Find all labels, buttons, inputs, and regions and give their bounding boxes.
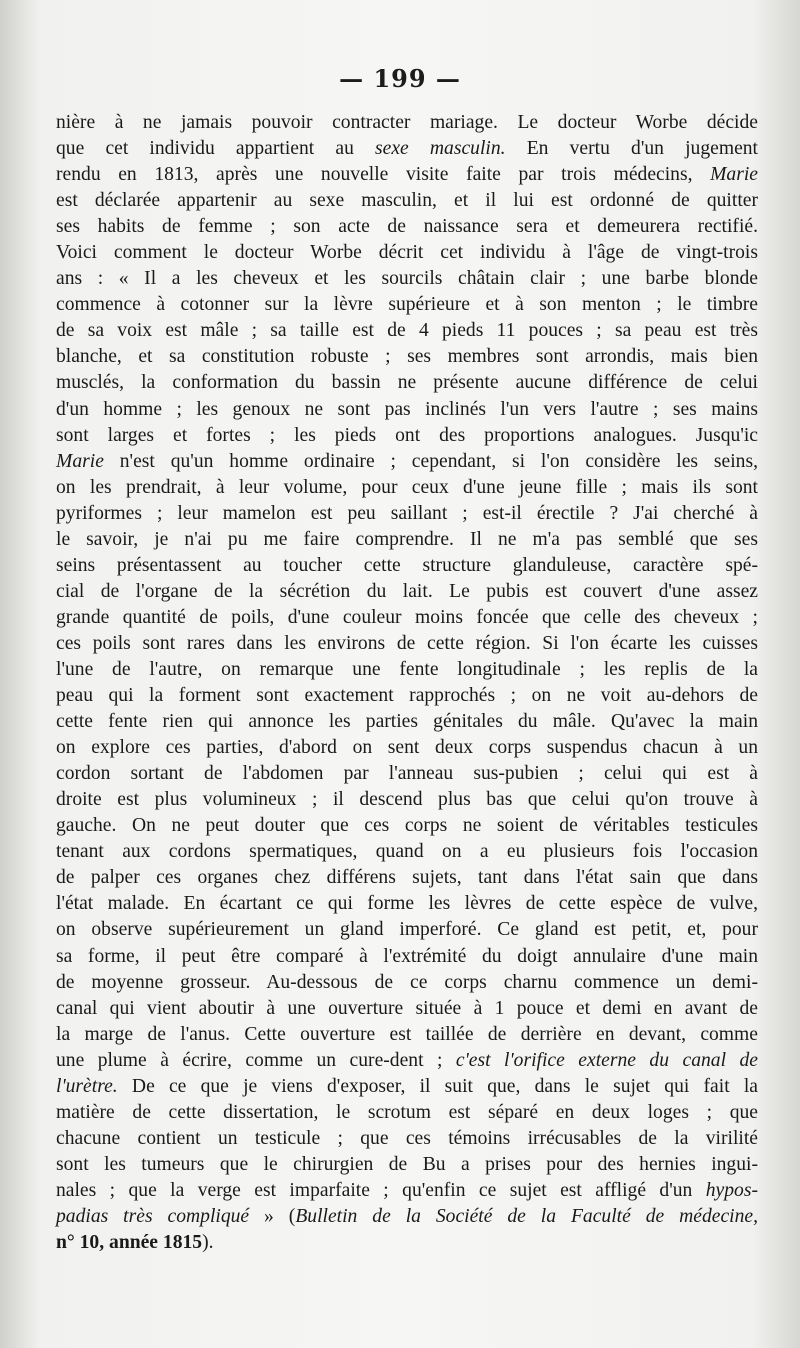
text-run: Voici comment le docteur Worbe décrit cet individu à l'âge de vingt-trois (56, 242, 758, 264)
text-line (56, 292, 758, 318)
text-run: une plume à écrire, comme un cure-dent ; (56, 1049, 456, 1071)
italic-text: sexe masculin. (375, 138, 506, 160)
text-run: » ( (249, 1205, 296, 1227)
text-line (56, 657, 758, 683)
text-line (56, 1048, 758, 1074)
text-run: ). (202, 1232, 214, 1254)
text-run: on les prendrait, à leur volume, pour ceux d'une jeune fille ; mais ils sont (56, 476, 758, 498)
text-line (56, 475, 758, 501)
text-line (56, 996, 758, 1022)
text-run: seins présentassent au toucher cette structure glanduleuse, caractère spé- (56, 554, 758, 576)
text-run: rendu en 1813, après une nouvelle visite faite par trois médecins, (56, 164, 711, 186)
text-line (56, 865, 758, 891)
text-run: canal qui vient aboutir à une ouverture située à 1 pouce et demi en avant de (56, 997, 758, 1019)
text-line (56, 501, 758, 527)
text-line (56, 214, 758, 240)
text-line (56, 1100, 758, 1126)
text-line (56, 839, 758, 865)
text-line (56, 423, 758, 449)
text-run: sont larges et fortes ; les pieds ont des proportions analogues. Jusqu'ic (56, 424, 758, 446)
text-run: n'est qu'un homme ordinaire ; cependant, si l'on considère les seins, (103, 450, 758, 472)
text-line (56, 162, 758, 188)
text-run: ses habits de femme ; son acte de naissance sera et demeurera rectifié. (56, 216, 758, 238)
text-run: de moyenne grosseur. Au-dessous de ce corps charnu commence un demi- (56, 971, 758, 993)
italic-text: Marie (56, 450, 104, 472)
text-line (56, 397, 758, 423)
text-line (56, 1022, 758, 1048)
text-run: cial de l'organe de la sécrétion du lait. Le pubis est couvert d'une assez (56, 580, 758, 602)
italic-text: Bulletin de la Société de la Faculté de médecine, (295, 1205, 759, 1227)
text-line (56, 527, 758, 553)
text-run: le savoir, je n'ai pu me faire comprendre. Il ne m'a pas semblé que ses (56, 528, 758, 550)
text-run: sont les tumeurs que le chirurgien de Bu a prises pour des hernies ingui- (56, 1153, 758, 1175)
italic-text: l'urètre. (56, 1075, 118, 1097)
text-line (56, 344, 758, 370)
text-run: En vertu d'un jugement (505, 138, 759, 160)
text-run: grande quantité de poils, d'une couleur moins foncée que celle des cheveux ; (56, 606, 758, 628)
text-run: musclés, la conformation du bassin ne présente aucune différence de celui (56, 372, 758, 394)
text-line (56, 136, 758, 162)
text-run: on explore ces parties, d'abord on sent deux corps suspendus chacun à un (56, 737, 758, 759)
text-line (56, 449, 758, 475)
text-line (56, 318, 758, 344)
text-run: est déclarée appartenir au sexe masculin, et il lui est ordonné de quitter (56, 190, 758, 212)
text-line (56, 1178, 758, 1204)
text-run: De ce que je viens d'exposer, il suit que, dans le sujet qui fait la (117, 1075, 758, 1097)
text-line (56, 1152, 758, 1178)
text-line (56, 683, 758, 709)
text-run: l'une de l'autre, on remarque une fente longitudinale ; les replis de la (56, 658, 758, 680)
text-line (56, 970, 758, 996)
text-line (56, 631, 758, 657)
text-line (56, 761, 758, 787)
italic-text: hypos- (705, 1179, 758, 1201)
page-number: — 199 — (339, 64, 461, 93)
text-line (56, 579, 758, 605)
text-run: nales ; que la verge est imparfaite ; qu'enfin ce sujet est affligé d'un (56, 1179, 706, 1201)
text-run: nière à ne jamais pouvoir contracter mariage. Le docteur Worbe décide (56, 112, 758, 133)
text-line (56, 240, 758, 266)
text-run: cordon sortant de l'abdomen par l'anneau sus-pubien ; celui qui est à (56, 763, 758, 785)
bold-text: n° 10, année 1815 (56, 1232, 203, 1254)
text-line (56, 1126, 758, 1152)
body-text (56, 110, 758, 1256)
text-line (56, 709, 758, 735)
italic-text: Marie (710, 164, 758, 186)
text-run: que cet individu appartient au (56, 138, 376, 160)
text-line (56, 553, 758, 579)
text-run: peau qui la forment sont exactement rapprochés ; on ne voit au-dehors de (56, 685, 758, 707)
text-line (56, 787, 758, 813)
text-line (56, 266, 758, 292)
text-line (56, 188, 758, 214)
text-line (56, 735, 758, 761)
text-line (56, 917, 758, 943)
text-run: tenant aux cordons spermatiques, quand on a eu plusieurs fois l'occasion (56, 841, 758, 863)
text-run: la marge de l'anus. Cette ouverture est taillée de derrière en devant, comme (56, 1023, 758, 1045)
text-line (56, 1074, 758, 1100)
text-line (56, 1204, 758, 1230)
text-run: ans : « Il a les cheveux et les sourcils châtain clair ; une barbe blonde (56, 268, 758, 290)
text-line (56, 605, 758, 631)
text-run: ces poils sont rares dans les environs de cette région. Si l'on écarte les cuisses (56, 632, 758, 654)
text-run: d'un homme ; les genoux ne sont pas inclinés l'un vers l'autre ; ses mains (56, 398, 758, 420)
text-line (56, 1230, 758, 1256)
text-run: commence à cotonner sur la lèvre supérieure et à son menton ; le timbre (56, 294, 758, 316)
text-run: on observe supérieurement un gland imperforé. Ce gland est petit, et, pour (56, 919, 758, 941)
italic-text: c'est l'orifice externe du canal de (455, 1049, 758, 1071)
text-run: cette fente rien qui annonce les parties génitales du mâle. Qu'avec la main (56, 711, 758, 733)
text-line (56, 110, 758, 136)
text-run: blanche, et sa constitution robuste ; ses membres sont arrondis, mais bien (56, 346, 758, 368)
text-run: de palper ces organes chez différens sujets, tant dans l'état sain que dans (56, 867, 758, 889)
text-line (56, 944, 758, 970)
text-run: gauche. On ne peut douter que ces corps ne soient de véritables testicules (56, 815, 758, 837)
text-line (56, 370, 758, 396)
text-run: l'état malade. En écartant ce qui forme les lèvres de cette espèce de vulve, (56, 893, 758, 915)
text-run: droite est plus volumineux ; il descend plus bas que celui qu'on trouve à (56, 789, 758, 811)
text-line (56, 891, 758, 917)
italic-text: padias très compliqué (56, 1205, 250, 1227)
text-run: matière de cette dissertation, le scrotum est séparé en deux loges ; que (56, 1101, 758, 1123)
text-run: sa forme, il peut être comparé à l'extrémité du doigt annulaire d'une main (56, 945, 758, 967)
text-line (56, 813, 758, 839)
text-run: de sa voix est mâle ; sa taille est de 4 pieds 11 pouces ; sa peau est très (56, 320, 758, 342)
text-run: pyriformes ; leur mamelon est peu saillant ; est-il érectile ? J'ai cherché à (56, 502, 758, 524)
text-run: chacune contient un testicule ; que ces témoins irrécusables de la virilité (56, 1127, 758, 1149)
